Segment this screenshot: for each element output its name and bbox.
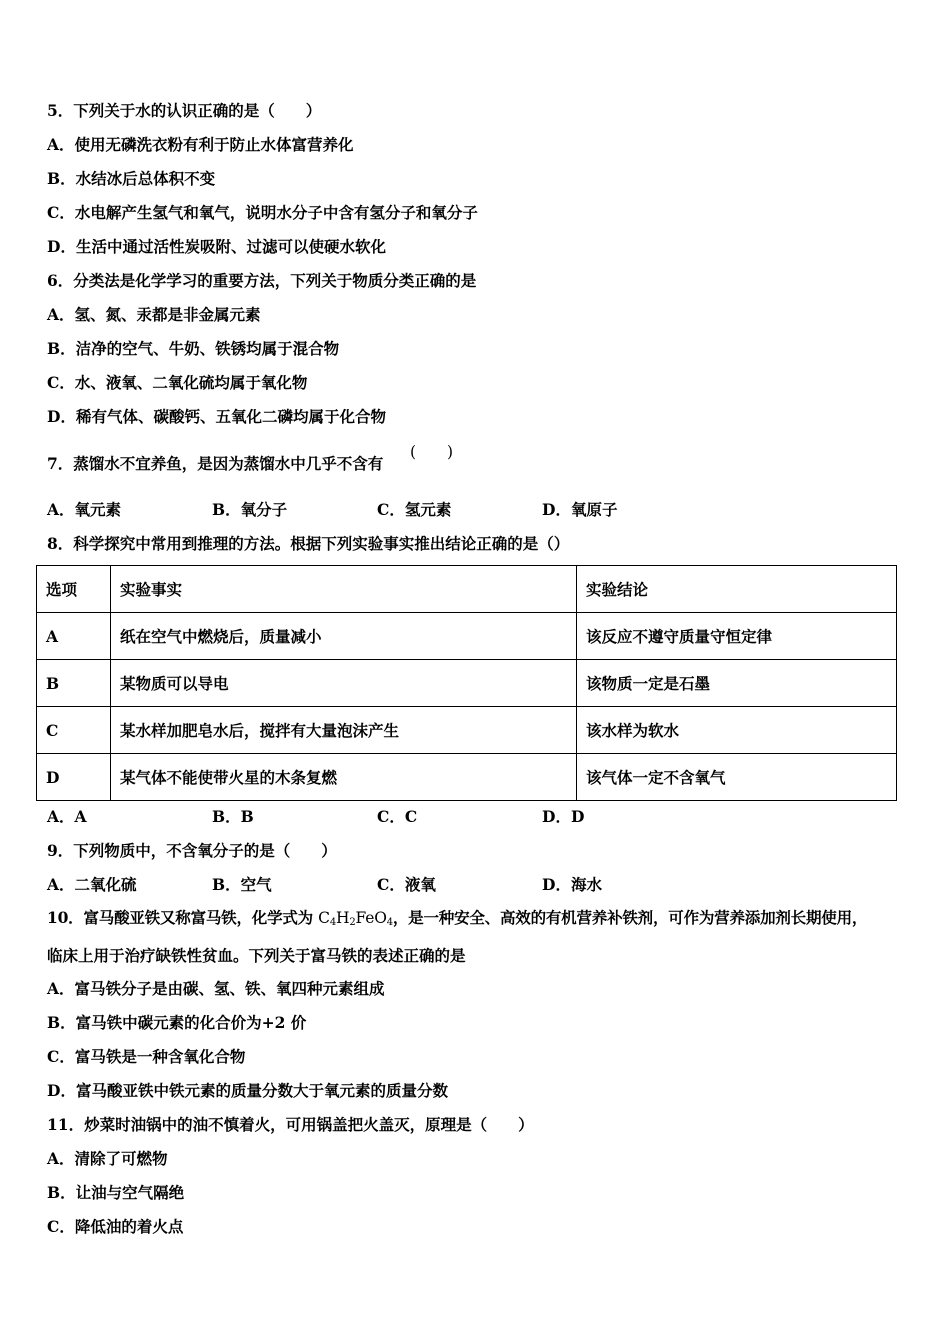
q7-option-d: D．氧原子 <box>542 500 618 519</box>
q11-stem: 11．炒菜时油锅中的油不慎着火，可用锅盖把火盖灭，原理是（ ） <box>47 1115 534 1134</box>
table-header-cell: 实验结论 <box>577 566 897 613</box>
table-cell: 某物质可以导电 <box>111 660 577 707</box>
q8-option-d: D．D <box>542 807 585 826</box>
table-header-cell: 选项 <box>37 566 111 613</box>
q5-option-d: D．生活中通过活性炭吸附、过滤可以使硬水软化 <box>47 237 386 256</box>
table-cell: A <box>37 613 111 660</box>
q8-option-b: B．B <box>212 807 254 826</box>
table-row <box>37 754 897 801</box>
q9-option-a: A．二氧化硫 <box>47 875 137 894</box>
q6-option-c: C．水、液氧、二氧化硫均属于氧化物 <box>47 373 308 392</box>
q8-options <box>47 807 847 827</box>
table-cell: 某水样加肥皂水后，搅拌有大量泡沫产生 <box>111 707 577 754</box>
q8-experiment-table <box>36 565 897 801</box>
q6-option-d: D．稀有气体、碳酸钙、五氧化二磷均属于化合物 <box>47 407 386 426</box>
q11-option-a: A．清除了可燃物 <box>47 1149 168 1168</box>
q6-option-a: A．氢、氮、汞都是非金属元素 <box>47 305 261 324</box>
table-row <box>37 660 897 707</box>
q5-option-a: A．使用无磷洗衣粉有利于防止水体富营养化 <box>47 135 354 154</box>
q10-stem-pre: 10．富马酸亚铁又称富马铁，化学式为 <box>47 908 319 927</box>
q9-option-c: C．液氧 <box>377 875 436 894</box>
q9-stem: 9．下列物质中，不含氧分子的是（ ） <box>47 841 337 860</box>
q10-option-a: A．富马铁分子是由碳、氢、铁、氧四种元素组成 <box>47 979 385 998</box>
q8-option-c: C．C <box>377 807 418 826</box>
q11-option-b: B．让油与空气隔绝 <box>47 1183 185 1202</box>
q7-answer-paren: ( ) <box>410 443 454 461</box>
q9-option-d: D．海水 <box>542 875 602 894</box>
table-cell: 该水样为软水 <box>577 707 897 754</box>
q10-stem-line2: 临床上用于治疗缺铁性贫血。下列关于富马铁的表述正确的是 <box>47 946 466 965</box>
q6-stem: 6．分类法是化学学习的重要方法，下列关于物质分类正确的是 <box>47 271 477 290</box>
table-row <box>37 707 897 754</box>
table-header-row <box>37 566 897 613</box>
table-cell: 该反应不遵守质量守恒定律 <box>577 613 897 660</box>
table-cell: B <box>37 660 111 707</box>
q7-options <box>47 500 847 520</box>
q7-option-b: B．氧分子 <box>212 500 288 519</box>
table-cell: D <box>37 754 111 801</box>
q10-formula: $C_4H_2FeO_4$ <box>318 909 393 928</box>
q9-options <box>47 875 847 895</box>
table-row <box>37 613 897 660</box>
q10-stem-line1 <box>47 908 867 933</box>
q9-option-b: B．空气 <box>212 875 272 894</box>
q11-option-c: C．降低油的着火点 <box>47 1217 184 1236</box>
q5-stem: 5．下列关于水的认识正确的是（ ） <box>47 101 322 120</box>
table-cell: 该物质一定是石墨 <box>577 660 897 707</box>
q10-option-d: D．富马酸亚铁中铁元素的质量分数大于氧元素的质量分数 <box>47 1081 448 1100</box>
q5-option-c: C．水电解产生氢气和氧气，说明水分子中含有氢分子和氧分子 <box>47 203 478 222</box>
table-cell: 某气体不能使带火星的木条复燃 <box>111 754 577 801</box>
table-header-cell: 实验事实 <box>111 566 577 613</box>
table-cell: 纸在空气中燃烧后，质量减小 <box>111 613 577 660</box>
q8-stem: 8．科学探究中常用到推理的方法。根据下列实验事实推出结论正确的是（） <box>47 534 570 553</box>
q7-stem: 7．蒸馏水不宜养鱼，是因为蒸馏水中几乎不含有 <box>47 454 384 473</box>
q10-option-b: B．富马铁中碳元素的化合价为+2 价 <box>47 1013 307 1032</box>
q7-option-a: A．氧元素 <box>47 500 122 519</box>
q5-option-b: B．水结冰后总体积不变 <box>47 169 216 188</box>
q10-option-c: C．富马铁是一种含氧化合物 <box>47 1047 246 1066</box>
q7-option-c: C．氢元素 <box>377 500 452 519</box>
q6-option-b: B．洁净的空气、牛奶、铁锈均属于混合物 <box>47 339 340 358</box>
q10-stem-post: ，是一种安全、高效的有机营养补铁剂，可作为营养添加剂长期使用， <box>392 908 868 927</box>
q8-option-a: A．A <box>47 807 87 826</box>
table-cell: C <box>37 707 111 754</box>
table-cell: 该气体一定不含氧气 <box>577 754 897 801</box>
